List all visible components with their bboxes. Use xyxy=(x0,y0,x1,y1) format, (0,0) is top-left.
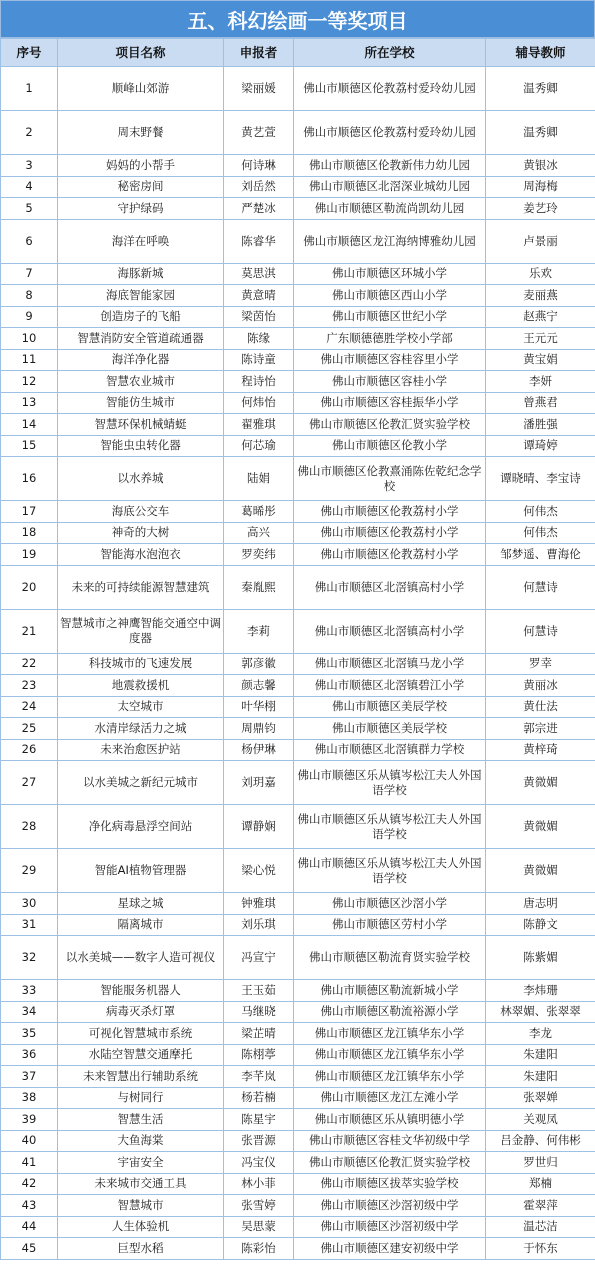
row-number: 35 xyxy=(1,1023,58,1045)
row-number: 21 xyxy=(1,609,58,653)
teacher: 曾燕君 xyxy=(486,392,595,414)
table-row xyxy=(1,936,595,980)
teacher: 林翠媚、张翠翠 xyxy=(486,1001,595,1023)
project-name: 以水养城 xyxy=(58,457,224,501)
teacher: 于怀东 xyxy=(486,1238,595,1260)
row-number: 11 xyxy=(1,349,58,371)
row-number: 25 xyxy=(1,718,58,740)
school: 佛山市顺德区北滘镇马龙小学 xyxy=(294,653,486,675)
row-number: 17 xyxy=(1,501,58,523)
applicant: 翟雅琪 xyxy=(224,414,294,436)
school: 佛山市顺德区勒流新城小学 xyxy=(294,980,486,1002)
table-row xyxy=(1,371,595,393)
teacher: 黄梓琦 xyxy=(486,739,595,761)
applicant: 葛晞彤 xyxy=(224,501,294,523)
teacher: 黄微媚 xyxy=(486,849,595,893)
row-number: 22 xyxy=(1,653,58,675)
school: 佛山市顺德区容桂文华初级中学 xyxy=(294,1130,486,1152)
project-name: 水清岸绿活力之城 xyxy=(58,718,224,740)
project-name: 隔离城市 xyxy=(58,914,224,936)
header-teacher: 辅导教师 xyxy=(486,39,595,67)
table-row xyxy=(1,1152,595,1174)
project-name: 科技城市的飞速发展 xyxy=(58,653,224,675)
table-row xyxy=(1,1109,595,1131)
teacher: 何伟杰 xyxy=(486,501,595,523)
applicant: 黄意晴 xyxy=(224,285,294,307)
table-row xyxy=(1,155,595,177)
table-row xyxy=(1,1130,595,1152)
school: 佛山市顺德区拔萃实验学校 xyxy=(294,1173,486,1195)
row-number: 44 xyxy=(1,1216,58,1238)
teacher: 黄仕法 xyxy=(486,696,595,718)
school: 佛山市顺德区北滘镇群力学校 xyxy=(294,739,486,761)
row-number: 24 xyxy=(1,696,58,718)
school: 佛山市顺德区伦教荔村小学 xyxy=(294,544,486,566)
school: 佛山市顺德区沙滘小学 xyxy=(294,893,486,915)
teacher: 李龙 xyxy=(486,1023,595,1045)
teacher: 张翠婵 xyxy=(486,1087,595,1109)
table-row xyxy=(1,1195,595,1217)
project-name: 智慧农业城市 xyxy=(58,371,224,393)
table-row xyxy=(1,501,595,523)
project-name: 海底智能家园 xyxy=(58,285,224,307)
table-row xyxy=(1,414,595,436)
award-table xyxy=(0,38,595,1260)
school: 佛山市顺德区龙江镇华东小学 xyxy=(294,1044,486,1066)
table-row xyxy=(1,306,595,328)
table-row xyxy=(1,1044,595,1066)
school: 佛山市顺德区沙滘初级中学 xyxy=(294,1216,486,1238)
project-name: 智慧生活 xyxy=(58,1109,224,1131)
applicant: 梁芷晴 xyxy=(224,1023,294,1045)
applicant: 罗奕纬 xyxy=(224,544,294,566)
school: 佛山市顺德区伦教汇贤实验学校 xyxy=(294,414,486,436)
table-row xyxy=(1,805,595,849)
applicant: 刘乐琪 xyxy=(224,914,294,936)
school: 佛山市顺德区北滘镇高村小学 xyxy=(294,609,486,653)
row-number: 42 xyxy=(1,1173,58,1195)
project-name: 妈妈的小帮手 xyxy=(58,155,224,177)
applicant: 叶华栩 xyxy=(224,696,294,718)
project-name: 智能海水泡泡衣 xyxy=(58,544,224,566)
school: 佛山市顺德区劳村小学 xyxy=(294,914,486,936)
teacher: 吕金静、何伟彬 xyxy=(486,1130,595,1152)
project-name: 未来治愈医护站 xyxy=(58,739,224,761)
row-number: 4 xyxy=(1,176,58,198)
applicant: 刘岳然 xyxy=(224,176,294,198)
project-name: 智慧消防安全管道疏通器 xyxy=(58,328,224,350)
teacher: 麦丽燕 xyxy=(486,285,595,307)
project-name: 未来智慧出行辅助系统 xyxy=(58,1066,224,1088)
teacher: 何慧诗 xyxy=(486,565,595,609)
row-number: 39 xyxy=(1,1109,58,1131)
applicant: 周鼎钧 xyxy=(224,718,294,740)
table-row xyxy=(1,893,595,915)
school: 佛山市顺德区伦教荔村小学 xyxy=(294,501,486,523)
school: 佛山市顺德区勒流尚凯幼儿园 xyxy=(294,198,486,220)
applicant: 李莉 xyxy=(224,609,294,653)
school: 佛山市顺德区伦教小学 xyxy=(294,435,486,457)
project-name: 以水美城之新纪元城市 xyxy=(58,761,224,805)
applicant: 杨伊琳 xyxy=(224,739,294,761)
project-name: 神奇的大树 xyxy=(58,522,224,544)
school: 佛山市顺德区伦教荔村爱玲幼儿园 xyxy=(294,111,486,155)
teacher: 陈静文 xyxy=(486,914,595,936)
teacher: 朱建阳 xyxy=(486,1066,595,1088)
school: 佛山市顺德区伦教新伟力幼儿园 xyxy=(294,155,486,177)
row-number: 12 xyxy=(1,371,58,393)
table-row xyxy=(1,718,595,740)
project-name: 智慧环保机械蜻蜓 xyxy=(58,414,224,436)
applicant: 秦胤熙 xyxy=(224,565,294,609)
project-name: 海底公交车 xyxy=(58,501,224,523)
applicant: 张雪婷 xyxy=(224,1195,294,1217)
row-number: 23 xyxy=(1,675,58,697)
table-row xyxy=(1,67,595,111)
teacher: 姜艺玲 xyxy=(486,198,595,220)
project-name: 可视化智慧城市系统 xyxy=(58,1023,224,1045)
applicant: 马继晓 xyxy=(224,1001,294,1023)
project-name: 智慧城市之神鹰智能交通空中调度器 xyxy=(58,609,224,653)
row-number: 43 xyxy=(1,1195,58,1217)
applicant: 高兴 xyxy=(224,522,294,544)
applicant: 陈诗童 xyxy=(224,349,294,371)
applicant: 梁丽媛 xyxy=(224,67,294,111)
table-row xyxy=(1,1173,595,1195)
project-name: 净化病毒悬浮空间站 xyxy=(58,805,224,849)
teacher: 唐志明 xyxy=(486,893,595,915)
project-name: 顺峰山郊游 xyxy=(58,67,224,111)
school: 佛山市顺德区龙江镇华东小学 xyxy=(294,1066,486,1088)
header-applicant: 申报者 xyxy=(224,39,294,67)
school: 佛山市顺德区乐从镇岑松江夫人外国语学校 xyxy=(294,761,486,805)
table-row xyxy=(1,1066,595,1088)
applicant: 陈缘 xyxy=(224,328,294,350)
table-row xyxy=(1,544,595,566)
school: 佛山市顺德区乐从镇岑松江夫人外国语学校 xyxy=(294,805,486,849)
project-name: 海洋净化器 xyxy=(58,349,224,371)
row-number: 2 xyxy=(1,111,58,155)
school: 佛山市顺德区龙江左滩小学 xyxy=(294,1087,486,1109)
teacher: 关观凤 xyxy=(486,1109,595,1131)
applicant: 陈彩怡 xyxy=(224,1238,294,1260)
applicant: 陆娟 xyxy=(224,457,294,501)
school: 佛山市顺德区伦教荔村小学 xyxy=(294,522,486,544)
teacher: 李炜珊 xyxy=(486,980,595,1002)
header-number: 序号 xyxy=(1,39,58,67)
project-name: 周末野餐 xyxy=(58,111,224,155)
school: 佛山市顺德区龙江镇华东小学 xyxy=(294,1023,486,1045)
project-name: 人生体验机 xyxy=(58,1216,224,1238)
row-number: 7 xyxy=(1,263,58,285)
row-number: 8 xyxy=(1,285,58,307)
school: 佛山市顺德区伦教熹涌陈佐乾纪念学校 xyxy=(294,457,486,501)
table-row xyxy=(1,349,595,371)
applicant: 钟雅琪 xyxy=(224,893,294,915)
school: 佛山市顺德区伦教汇贤实验学校 xyxy=(294,1152,486,1174)
applicant: 王玉茹 xyxy=(224,980,294,1002)
row-number: 29 xyxy=(1,849,58,893)
project-name: 智慧城市 xyxy=(58,1195,224,1217)
row-number: 41 xyxy=(1,1152,58,1174)
row-number: 27 xyxy=(1,761,58,805)
applicant: 郭彦徽 xyxy=(224,653,294,675)
school: 佛山市顺德区世纪小学 xyxy=(294,306,486,328)
project-name: 巨型水稻 xyxy=(58,1238,224,1260)
teacher: 黄丽冰 xyxy=(486,675,595,697)
school: 佛山市顺德区容桂振华小学 xyxy=(294,392,486,414)
row-number: 15 xyxy=(1,435,58,457)
teacher: 郑楠 xyxy=(486,1173,595,1195)
row-number: 45 xyxy=(1,1238,58,1260)
school: 佛山市顺德区西山小学 xyxy=(294,285,486,307)
table-row xyxy=(1,1001,595,1023)
applicant: 刘玥嘉 xyxy=(224,761,294,805)
table-row xyxy=(1,739,595,761)
teacher: 周海梅 xyxy=(486,176,595,198)
table-row xyxy=(1,176,595,198)
table-row xyxy=(1,328,595,350)
teacher: 温芯洁 xyxy=(486,1216,595,1238)
project-name: 以水美城——数字人造可视仪 xyxy=(58,936,224,980)
table-row xyxy=(1,522,595,544)
school: 佛山市顺德区北滘深业城幼儿园 xyxy=(294,176,486,198)
project-name: 太空城市 xyxy=(58,696,224,718)
project-name: 病毒灭杀灯罩 xyxy=(58,1001,224,1023)
table-row xyxy=(1,198,595,220)
project-name: 大鱼海棠 xyxy=(58,1130,224,1152)
project-name: 创造房子的飞船 xyxy=(58,306,224,328)
school: 佛山市顺德区乐从镇岑松江夫人外国语学校 xyxy=(294,849,486,893)
applicant: 黄艺萱 xyxy=(224,111,294,155)
applicant: 陈栩葶 xyxy=(224,1044,294,1066)
header-project-name: 项目名称 xyxy=(58,39,224,67)
teacher: 郭宗进 xyxy=(486,718,595,740)
teacher: 黄宝娟 xyxy=(486,349,595,371)
teacher: 温秀卿 xyxy=(486,111,595,155)
table-row xyxy=(1,653,595,675)
header-row xyxy=(1,39,595,67)
applicant: 何炜怡 xyxy=(224,392,294,414)
row-number: 33 xyxy=(1,980,58,1002)
applicant: 陈睿华 xyxy=(224,219,294,263)
teacher: 邹梦遥、曹海伦 xyxy=(486,544,595,566)
applicant: 何诗琳 xyxy=(224,155,294,177)
table-row xyxy=(1,1087,595,1109)
teacher: 霍翠萍 xyxy=(486,1195,595,1217)
school: 佛山市顺德区乐从镇明德小学 xyxy=(294,1109,486,1131)
project-name: 与树同行 xyxy=(58,1087,224,1109)
teacher: 何慧诗 xyxy=(486,609,595,653)
applicant: 陈星宇 xyxy=(224,1109,294,1131)
row-number: 13 xyxy=(1,392,58,414)
project-name: 海洋在呼唤 xyxy=(58,219,224,263)
school: 佛山市顺德区美辰学校 xyxy=(294,696,486,718)
project-name: 水陆空智慧交通摩托 xyxy=(58,1044,224,1066)
school: 佛山市顺德区北滘镇碧江小学 xyxy=(294,675,486,697)
school: 佛山市顺德区容桂容里小学 xyxy=(294,349,486,371)
project-name: 地震救援机 xyxy=(58,675,224,697)
row-number: 1 xyxy=(1,67,58,111)
teacher: 陈紫媚 xyxy=(486,936,595,980)
table-row xyxy=(1,675,595,697)
row-number: 34 xyxy=(1,1001,58,1023)
row-number: 5 xyxy=(1,198,58,220)
table-row xyxy=(1,1023,595,1045)
project-name: 星球之城 xyxy=(58,893,224,915)
table-row xyxy=(1,914,595,936)
row-number: 20 xyxy=(1,565,58,609)
row-number: 38 xyxy=(1,1087,58,1109)
row-number: 30 xyxy=(1,893,58,915)
table-row xyxy=(1,392,595,414)
project-name: 秘密房间 xyxy=(58,176,224,198)
teacher: 罗幸 xyxy=(486,653,595,675)
table-row xyxy=(1,111,595,155)
table-row xyxy=(1,696,595,718)
row-number: 37 xyxy=(1,1066,58,1088)
table-row xyxy=(1,1238,595,1260)
project-name: 守护绿码 xyxy=(58,198,224,220)
school: 佛山市顺德区环城小学 xyxy=(294,263,486,285)
teacher: 何伟杰 xyxy=(486,522,595,544)
teacher: 谭晓晴、李宝诗 xyxy=(486,457,595,501)
project-name: 智能虫虫转化器 xyxy=(58,435,224,457)
teacher: 黄微媚 xyxy=(486,761,595,805)
teacher: 黄银冰 xyxy=(486,155,595,177)
table-row xyxy=(1,435,595,457)
table-row xyxy=(1,565,595,609)
applicant: 冯宣宁 xyxy=(224,936,294,980)
teacher: 赵燕宁 xyxy=(486,306,595,328)
school: 佛山市顺德区容桂小学 xyxy=(294,371,486,393)
teacher: 乐欢 xyxy=(486,263,595,285)
teacher: 黄微媚 xyxy=(486,805,595,849)
applicant: 吴思蒙 xyxy=(224,1216,294,1238)
teacher: 罗世归 xyxy=(486,1152,595,1174)
applicant: 冯宝仪 xyxy=(224,1152,294,1174)
applicant: 谭静娴 xyxy=(224,805,294,849)
applicant: 杨若楠 xyxy=(224,1087,294,1109)
applicant: 梁茵怡 xyxy=(224,306,294,328)
row-number: 28 xyxy=(1,805,58,849)
teacher: 潘胜强 xyxy=(486,414,595,436)
applicant: 张晋源 xyxy=(224,1130,294,1152)
row-number: 32 xyxy=(1,936,58,980)
project-name: 未来城市交通工具 xyxy=(58,1173,224,1195)
applicant: 何芯瑜 xyxy=(224,435,294,457)
table-row xyxy=(1,219,595,263)
row-number: 26 xyxy=(1,739,58,761)
project-name: 未来的可持续能源智慧建筑 xyxy=(58,565,224,609)
applicant: 梁心悦 xyxy=(224,849,294,893)
project-name: 海豚新城 xyxy=(58,263,224,285)
school: 佛山市顺德区建安初级中学 xyxy=(294,1238,486,1260)
school: 佛山市顺德区美辰学校 xyxy=(294,718,486,740)
table-row xyxy=(1,761,595,805)
school: 佛山市顺德区勒流育贤实验学校 xyxy=(294,936,486,980)
school: 佛山市顺德区伦教荔村爱玲幼儿园 xyxy=(294,67,486,111)
school: 佛山市顺德区沙滘初级中学 xyxy=(294,1195,486,1217)
table-row xyxy=(1,457,595,501)
teacher: 谭琦婷 xyxy=(486,435,595,457)
applicant: 林小菲 xyxy=(224,1173,294,1195)
row-number: 40 xyxy=(1,1130,58,1152)
row-number: 18 xyxy=(1,522,58,544)
row-number: 14 xyxy=(1,414,58,436)
row-number: 31 xyxy=(1,914,58,936)
row-number: 10 xyxy=(1,328,58,350)
row-number: 9 xyxy=(1,306,58,328)
row-number: 3 xyxy=(1,155,58,177)
table-body xyxy=(1,67,595,1260)
applicant: 严楚冰 xyxy=(224,198,294,220)
school: 佛山市顺德区北滘镇高村小学 xyxy=(294,565,486,609)
school: 佛山市顺德区龙江海纳博雅幼儿园 xyxy=(294,219,486,263)
teacher: 卢景丽 xyxy=(486,219,595,263)
table-row xyxy=(1,263,595,285)
project-name: 宇宙安全 xyxy=(58,1152,224,1174)
table-row xyxy=(1,609,595,653)
teacher: 王元元 xyxy=(486,328,595,350)
school: 广东顺德德胜学校小学部 xyxy=(294,328,486,350)
teacher: 朱建阳 xyxy=(486,1044,595,1066)
project-name: 智能AI植物管理器 xyxy=(58,849,224,893)
applicant: 莫思淇 xyxy=(224,263,294,285)
row-number: 19 xyxy=(1,544,58,566)
table-title: 五、科幻绘画一等奖项目 xyxy=(0,0,595,38)
table-row xyxy=(1,1216,595,1238)
header-school: 所在学校 xyxy=(294,39,486,67)
applicant: 颜志馨 xyxy=(224,675,294,697)
applicant: 李芊岚 xyxy=(224,1066,294,1088)
teacher: 温秀卿 xyxy=(486,67,595,111)
school: 佛山市顺德区勒流裕源小学 xyxy=(294,1001,486,1023)
table-row xyxy=(1,285,595,307)
row-number: 16 xyxy=(1,457,58,501)
table-row xyxy=(1,980,595,1002)
row-number: 36 xyxy=(1,1044,58,1066)
applicant: 程诗怡 xyxy=(224,371,294,393)
table-row xyxy=(1,849,595,893)
teacher: 李妍 xyxy=(486,371,595,393)
row-number: 6 xyxy=(1,219,58,263)
project-name: 智能仿生城市 xyxy=(58,392,224,414)
project-name: 智能服务机器人 xyxy=(58,980,224,1002)
